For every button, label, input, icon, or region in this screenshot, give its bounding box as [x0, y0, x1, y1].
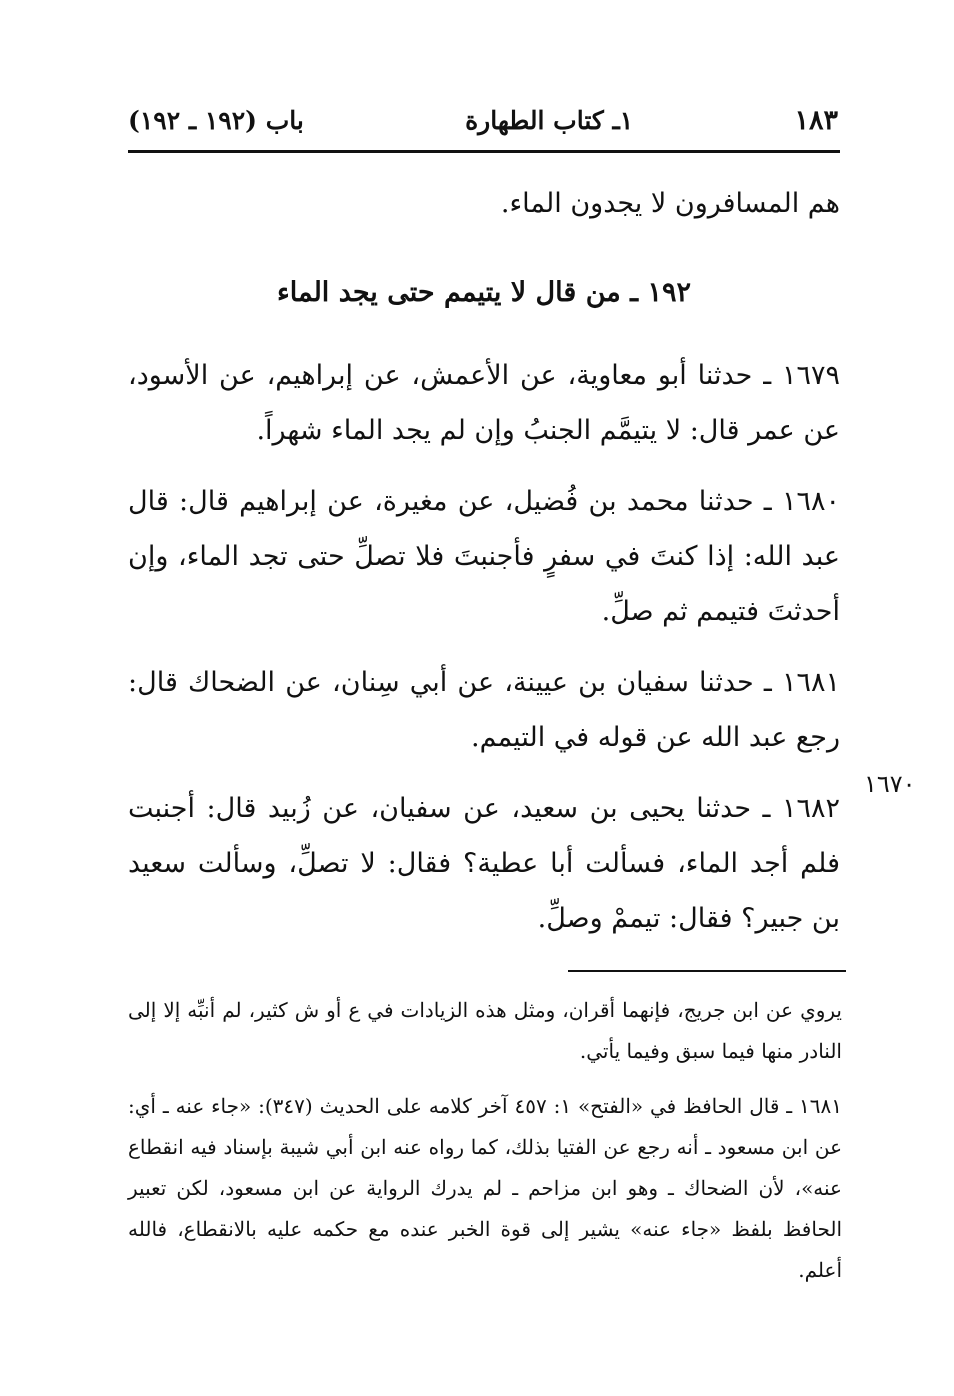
section-title: ١٩٢ ـ من قال لا يتيمم حتى يجد الماء — [277, 277, 691, 308]
page-number: ١٨٣ — [794, 104, 838, 136]
running-header — [128, 96, 838, 144]
header-rule — [128, 150, 840, 153]
main-text — [128, 176, 840, 962]
hadith-1681: ١٦٨١ ـ حدثنا سفيان بن عيينة، عن أبي سِنان، عن الضحاك قال: رجع عبد الله عن قوله في التيمم. — [128, 667, 840, 753]
footnote-separator — [568, 970, 846, 972]
hadith-1682: ١٦٨٢ ـ حدثنا يحيى بن سعيد، عن سفيان، عن زُبيد قال: أجنبت فلم أجد الماء، فسألت أبا عطية؟ فقال: لا تصلِّ، وسألت سعيد بن جبير؟ فقال: تيممْ وصلِّ. — [128, 793, 840, 934]
hadith-1679: ١٦٧٩ ـ حدثنا أبو معاوية، عن الأعمش، عن إبراهيم، عن الأسود، عن عمر قال: لا يتيمَّم الجنبُ وإن لم يجد الماء شهراً. — [128, 360, 840, 446]
margin-cross-reference-number: ١٦٧٠ — [864, 770, 916, 798]
footnote-continuation: يروي عن ابن جريج، فإنهما أقران، ومثل هذه الزيادات في ع أو ش كثير، لم أنبِّه إلا إلى النادر منها فيما سبق وفيما يأتي. — [128, 998, 842, 1063]
intro-line: هم المسافرون لا يجدون الماء. — [500, 188, 840, 219]
chapter-range: باب (١٩٢ ـ ١٩٢) — [128, 105, 304, 135]
hadith-1680: ١٦٨٠ ـ حدثنا محمد بن فُضيل، عن مغيرة، عن إبراهيم قال: قال عبد الله: إذا كنتَ في سفرٍ فأجنبتَ فلا تصلِّ حتى تجد الماء، وإن أحدثتَ فتيمم ثم صلِّ. — [128, 486, 840, 627]
book-title: ١ـ كتاب الطهارة — [465, 105, 634, 135]
footnote-1681: ١٦٨١ ـ قال الحافظ في «الفتح» ١: ٤٥٧ آخر كلامه على الحديث (٣٤٧): «جاء عنه ـ أي: عن ابن مسعود ـ أنه رجع عن الفتيا بذلك، كما رواه عنه ابن أبي شيبة بإسناد فيه انقطاع عنه»، لأن الضحاك ـ وهو ابن مزاحم ـ لم يدرك الرواية عن ابن مسعود، لكن تعبير الحافظ بلفظ «جاء عنه» يشير إلى قوة الخبر عنده مع حكمه عليه بالانقطاع، فالله أعلم. — [128, 1094, 842, 1282]
footnotes — [128, 990, 842, 1291]
